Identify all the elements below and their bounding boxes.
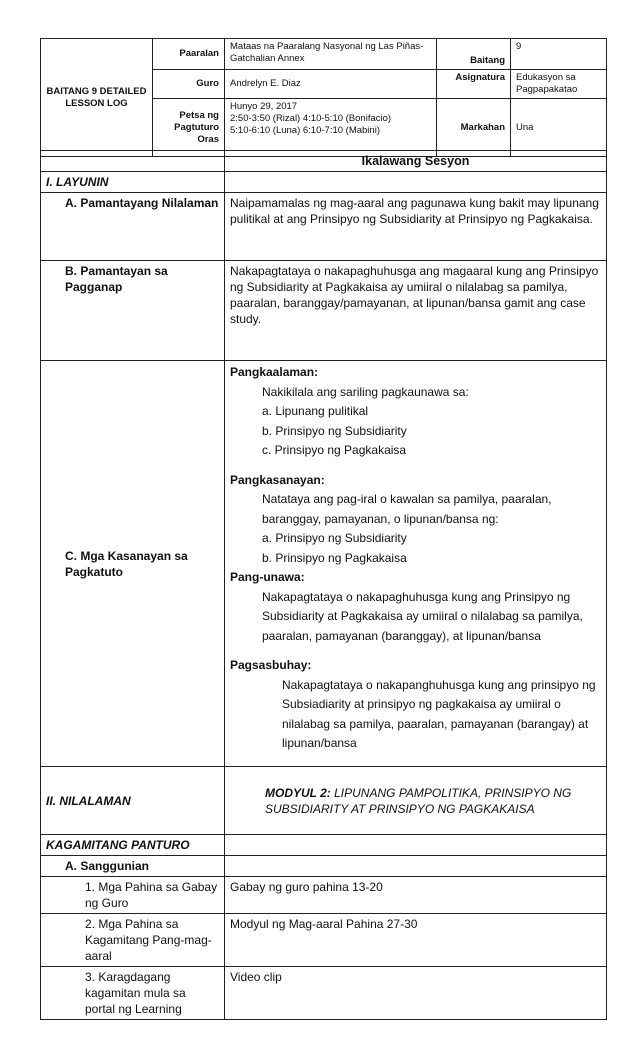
- kagamitan-heading: KAGAMITANG PANTURO: [41, 835, 225, 856]
- pamantayang-nilalaman-label: A. Pamantayang Nilalaman: [41, 193, 225, 261]
- modyul-title: LIPUNANG PAMPOLITIKA, PRINSIPYO NG SUBSIDIARITY AT PRINSIPYO NG PAGKAKAISA: [265, 785, 572, 816]
- pangkaalaman-item-a: a. Lipunang pulitikal: [262, 404, 369, 418]
- pangkaalaman-item-b: b. Prinsipyo ng Subsidiarity: [262, 423, 407, 438]
- pangkaalaman-intro: Nakikilala ang sariling pagkaunawa sa:: [262, 384, 469, 399]
- pangkaalaman-item-c: c. Prinsipyo ng Pagkakaisa: [262, 443, 407, 457]
- reference-item-2-text: Mga Pahina sa Kagamitang Pang-mag-aaral: [85, 917, 212, 963]
- layunin-right-blank: [225, 172, 607, 193]
- pangunawa-title: Pang-unawa:: [230, 570, 305, 584]
- reference-item-1-value: Gabay ng guro pahina 13-20: [225, 877, 607, 914]
- pangkasanayan-item-b: b. Prinsipyo ng Pagkakaisa: [262, 550, 407, 565]
- pamantayang-nilalaman-text: Naipamamalas ng mag-aaral ang pagunawa kung bakit may lipunang pulitikal at ang Prinsipyo ng Subsidiarity at Prinsipyo ng Pagkakaisa.: [225, 193, 607, 261]
- petsa-label: Petsa ng Pagtuturo Oras: [153, 99, 225, 157]
- petsa-line-3: 5:10-6:10 (Luna) 6:10-7:10 (Mabini): [230, 125, 380, 136]
- spacer: [230, 646, 601, 656]
- spacer: [230, 461, 601, 471]
- guro-value: Andrelyn E. Diaz: [225, 70, 437, 99]
- reference-item-2-value: Modyul ng Mag-aaral Pahina 27-30: [225, 914, 607, 967]
- petsa-line-1: Hunyo 29, 2017: [230, 101, 298, 112]
- petsa-value: [225, 99, 437, 157]
- kasanayan-label: C. Mga Kasanayan sa Pagkatuto: [41, 361, 225, 767]
- baitang-label: Baitang: [437, 39, 511, 70]
- pagsasabuhay-title: Pagsasbuhay:: [230, 658, 312, 672]
- session-left-blank: [41, 151, 225, 172]
- pangkasanayan-item-a: a. Prinsipyo ng Subsidiarity: [262, 531, 407, 545]
- log-title: BAITANG 9 DETAILED LESSON LOG: [41, 39, 153, 157]
- pamantayan-pagganap-text: Nakapagtataya o nakapaghuhusga ang magaaral kung ang Prinsipyo ng Subsidiarity at Pagkakaisa ay umiiral o nilalabag sa pamilya, paaralan, baranggay/pamayanan, at lipunan/bansa gamit ang case study.: [225, 261, 607, 361]
- sanggunian-label: A. Sanggunian: [41, 856, 225, 877]
- session-title: Ikalawang Sesyon: [225, 151, 607, 172]
- header-table: [40, 38, 607, 157]
- pangunawa-text: Nakapagtataya o nakapaghuhusga kung ang Prinsipyo ng Subsidiarity at Pagkakaisa ay umiiral o nilalabag sa pamilya, paaralan, pamayanan (baranggay), at lipunan/bansa: [262, 589, 583, 643]
- reference-item-3-text: Karagdagang kagamitan mula sa portal ng Learning: [85, 970, 186, 1016]
- pamantayan-pagganap-label: B. Pamantayan sa Pagganap: [41, 261, 225, 361]
- asignatura-value: Edukasyon sa Pagpapakatao: [511, 70, 607, 99]
- kasanayan-content: [225, 361, 607, 767]
- reference-item-3-label: [41, 967, 225, 1020]
- petsa-line-2: 2:50-3:50 (Rizal) 4:10-5:10 (Bonifacio): [230, 113, 392, 124]
- paaralan-label: Paaralan: [153, 39, 225, 70]
- reference-item-3-num: 3.: [85, 970, 96, 984]
- sanggunian-right-blank: [225, 856, 607, 877]
- reference-item-3-value: Video clip: [225, 967, 607, 1020]
- guro-label: Guro: [153, 70, 225, 99]
- pangkaalaman-title: Pangkaalaman:: [230, 365, 319, 379]
- reference-item-2-label: [41, 914, 225, 967]
- markahan-value: Una: [511, 99, 607, 157]
- pagsasabuhay-text: Nakapagtataya o nakapanghuhusga kung ang prinsipyo ng Subsiadiarity at prinsipyo ng pagkakaisa ay umiiral o nilalabag sa pamilya, paaralan, pamayanan (barangay) at lipunan/bansa: [282, 677, 596, 750]
- markahan-label: Markahan: [437, 99, 511, 157]
- reference-item-1-num: 1.: [85, 880, 96, 894]
- asignatura-label: Asignatura: [437, 70, 511, 99]
- kagamitan-right-blank: [225, 835, 607, 856]
- nilalaman-heading: II. NILALAMAN: [41, 767, 225, 835]
- pangkasanayan-intro: Natataya ang pag-iral o kawalan sa pamilya, paaralan, baranggay, pamayanan, o lipunan/bansa ng:: [262, 492, 552, 526]
- lesson-body-table: [40, 150, 607, 1020]
- reference-item-2-num: 2.: [85, 917, 96, 931]
- reference-item-1-label: [41, 877, 225, 914]
- modyul-label: MODYUL 2:: [265, 785, 331, 800]
- paaralan-value: Mataas na Paaralang Nasyonal ng Las Piñas- Gatchalian Annex: [225, 39, 437, 70]
- reference-item-1-text: Mga Pahina sa Gabay ng Guro: [85, 880, 218, 910]
- pangkasanayan-title: Pangkasanayan:: [230, 472, 325, 487]
- modyul-text: [225, 767, 607, 835]
- layunin-heading: I. LAYUNIN: [41, 172, 225, 193]
- baitang-value: 9: [511, 39, 607, 70]
